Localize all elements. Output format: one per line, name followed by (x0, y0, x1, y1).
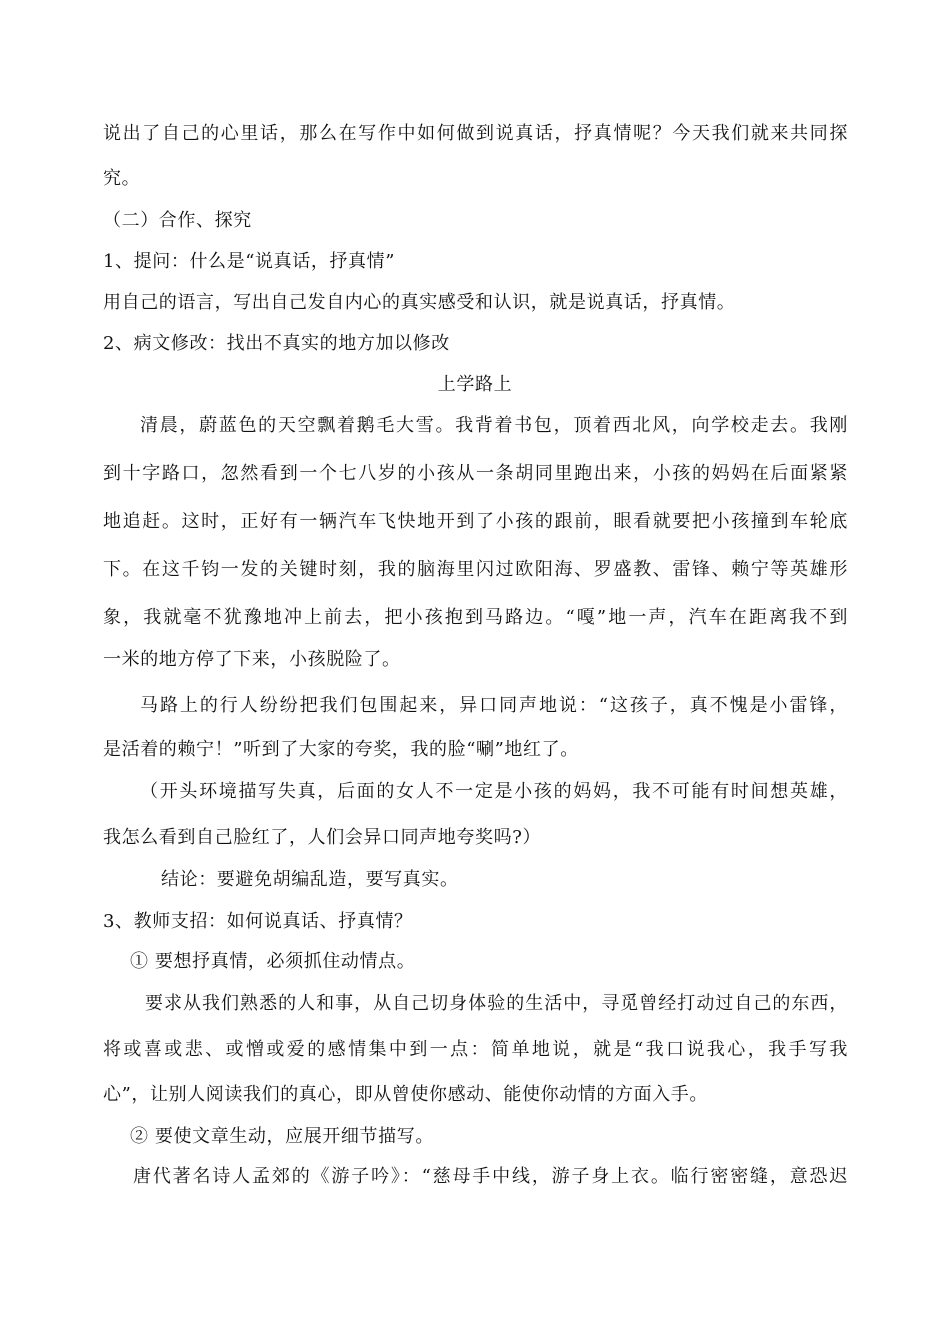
essay-p1-line-2: 到十字路口，忽然看到一个七八岁的小孩从一条胡同里跑出来，小孩的妈妈在后面紧紧 (103, 463, 848, 484)
essay-p1-line-3: 地追赶。这时，正好有一辆汽车飞快地开到了小孩的跟前，眼看就要把小孩撞到车轮底 (103, 511, 848, 532)
analysis-line-1: （开头环境描写失真，后面的女人不一定是小孩的妈妈，我不可能有时间想英雄， (140, 781, 848, 802)
tip-1-heading: ① 要想抒真情，必须抓住动情点。 (130, 951, 416, 972)
essay-title: 上学路上 (437, 374, 513, 395)
essay-p1-line-6: 一米的地方停了下来，小孩脱险了。 (103, 649, 401, 670)
essay-p2-line-1: 马路上的行人纷纷把我们包围起来，异口同声地说：“这孩子，真不愧是小雷锋， (140, 695, 848, 716)
essay-p1-line-1: 清晨，蔚蓝色的天空飘着鹅毛大雪。我背着书包，顶着西北风，向学校走去。我刚 (140, 415, 848, 436)
tip-2-heading: ② 要使文章生动，应展开细节描写。 (130, 1126, 434, 1147)
question-1: 1、提问：什么是“说真话，抒真情” (103, 251, 396, 272)
tip-1-line-1: 要求从我们熟悉的人和事，从自己切身体验的生活中，寻觅曾经打动过自己的东西， (145, 993, 848, 1014)
tip-1-line-2: 将或喜或悲、或憎或爱的感情集中到一点：简单地说，就是“我口说我心，我手写我 (103, 1039, 848, 1060)
intro-line-1: 说出了自己的心里话，那么在写作中如何做到说真话，抒真情呢？今天我们就来共同探 (103, 123, 848, 144)
section-heading: （二）合作、探究 (103, 210, 252, 231)
tip-1-line-3: 心”，让别人阅读我们的真心，即从曾使你感动、能使你动情的方面入手。 (103, 1084, 708, 1105)
conclusion: 结论：要避免胡编乱造，要写真实。 (161, 869, 459, 890)
tip-2-line-1: 唐代著名诗人孟郊的《游子吟》：“慈母手中线，游子身上衣。临行密密缝，意恐迟 (133, 1166, 848, 1187)
essay-p1-line-4: 下。在这千钧一发的关键时刻，我的脑海里闪过欧阳海、罗盛教、雷锋、赖宁等英雄形 (103, 559, 848, 580)
question-1-answer: 用自己的语言，写出自己发自内心的真实感受和认识，就是说真话，抒真情。 (103, 292, 736, 313)
essay-p2-line-2: 是活着的赖宁！”听到了大家的夸奖，我的脸“唰”地红了。 (103, 739, 579, 760)
essay-p1-line-5: 象，我就毫不犹豫地冲上前去，把小孩抱到马路边。“嘎”地一声，汽车在距离我不到 (103, 607, 848, 628)
question-2: 2、病文修改：找出不真实的地方加以修改 (103, 333, 450, 354)
intro-line-2: 究。 (103, 168, 141, 189)
question-3: 3、教师支招：如何说真话、抒真情？ (103, 911, 413, 932)
analysis-line-2: 我怎么看到自己脸红了，人们会异口同声地夸奖吗?） (103, 827, 542, 848)
